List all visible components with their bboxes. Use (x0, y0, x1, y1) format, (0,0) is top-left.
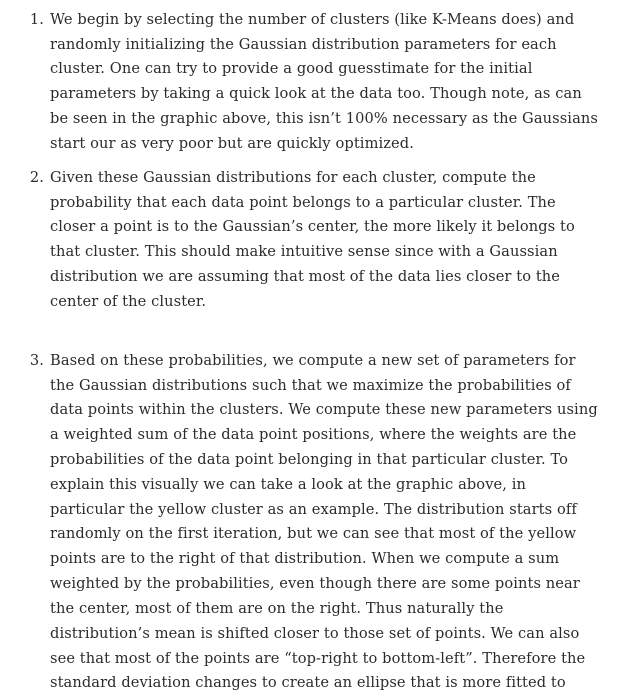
text-line: We begin by selecting the number of clusters (like K-Means does) and (50, 11, 575, 28)
text-line: see that most of the points are “top-right to bottom-left”. Therefore the (50, 650, 586, 667)
list-number: 2. (29, 169, 44, 186)
text-line: Given these Gaussian distributions for each cluster, compute the (50, 169, 536, 186)
list-number: 3. (29, 352, 44, 369)
text-line: points are to the right of that distribution. When we compute a sum (50, 550, 560, 567)
text-line: that cluster. This should make intuitive sense since with a Gaussian (50, 243, 558, 260)
text-line: standard deviation changes to create an ellipse that is more fitted to (50, 674, 566, 691)
list-number: 1. (29, 11, 44, 28)
text-line: distribution’s mean is shifted closer to those set of points. We can also (50, 625, 580, 642)
text-line: the Gaussian distributions such that we maximize the probabilities of (50, 377, 571, 394)
text-line: randomly initializing the Gaussian distribution parameters for each (50, 36, 557, 53)
text-line: cluster. One can try to provide a good guesstimate for the initial (50, 60, 533, 77)
text-line: weighted by the probabilities, even though there are some points near (50, 575, 580, 592)
text-line: randomly on the first iteration, but we can see that most of the yellow (50, 525, 577, 542)
text-line: closer a point is to the Gaussian’s center, the more likely it belongs to (50, 218, 575, 235)
text-line: parameters by taking a quick look at the data too. Though note, as can (50, 85, 582, 102)
text-line: probability that each data point belongs to a particular cluster. The (50, 194, 556, 211)
text-line: data points within the clusters. We compute these new parameters using (50, 401, 598, 418)
text-line: center of the cluster. (50, 293, 207, 310)
text-line: Based on these probabilities, we compute a new set of parameters for (50, 352, 576, 369)
text-line: a weighted sum of the data point positions, where the weights are the (50, 426, 577, 443)
text-line: be seen in the graphic above, this isn’t 100% necessary as the Gaussians (50, 110, 598, 127)
text-line: distribution we are assuming that most of the data lies closer to the (50, 268, 561, 285)
text-line: the center, most of them are on the right. Thus naturally the (50, 600, 504, 617)
text-line: start our as very poor but are quickly optimized. (50, 135, 414, 152)
text-line: probabilities of the data point belonging in that particular cluster. To (50, 451, 569, 468)
text-line: explain this visually we can take a look at the graphic above, in (50, 476, 527, 493)
text-line: particular the yellow cluster as an example. The distribution starts off (50, 501, 577, 518)
